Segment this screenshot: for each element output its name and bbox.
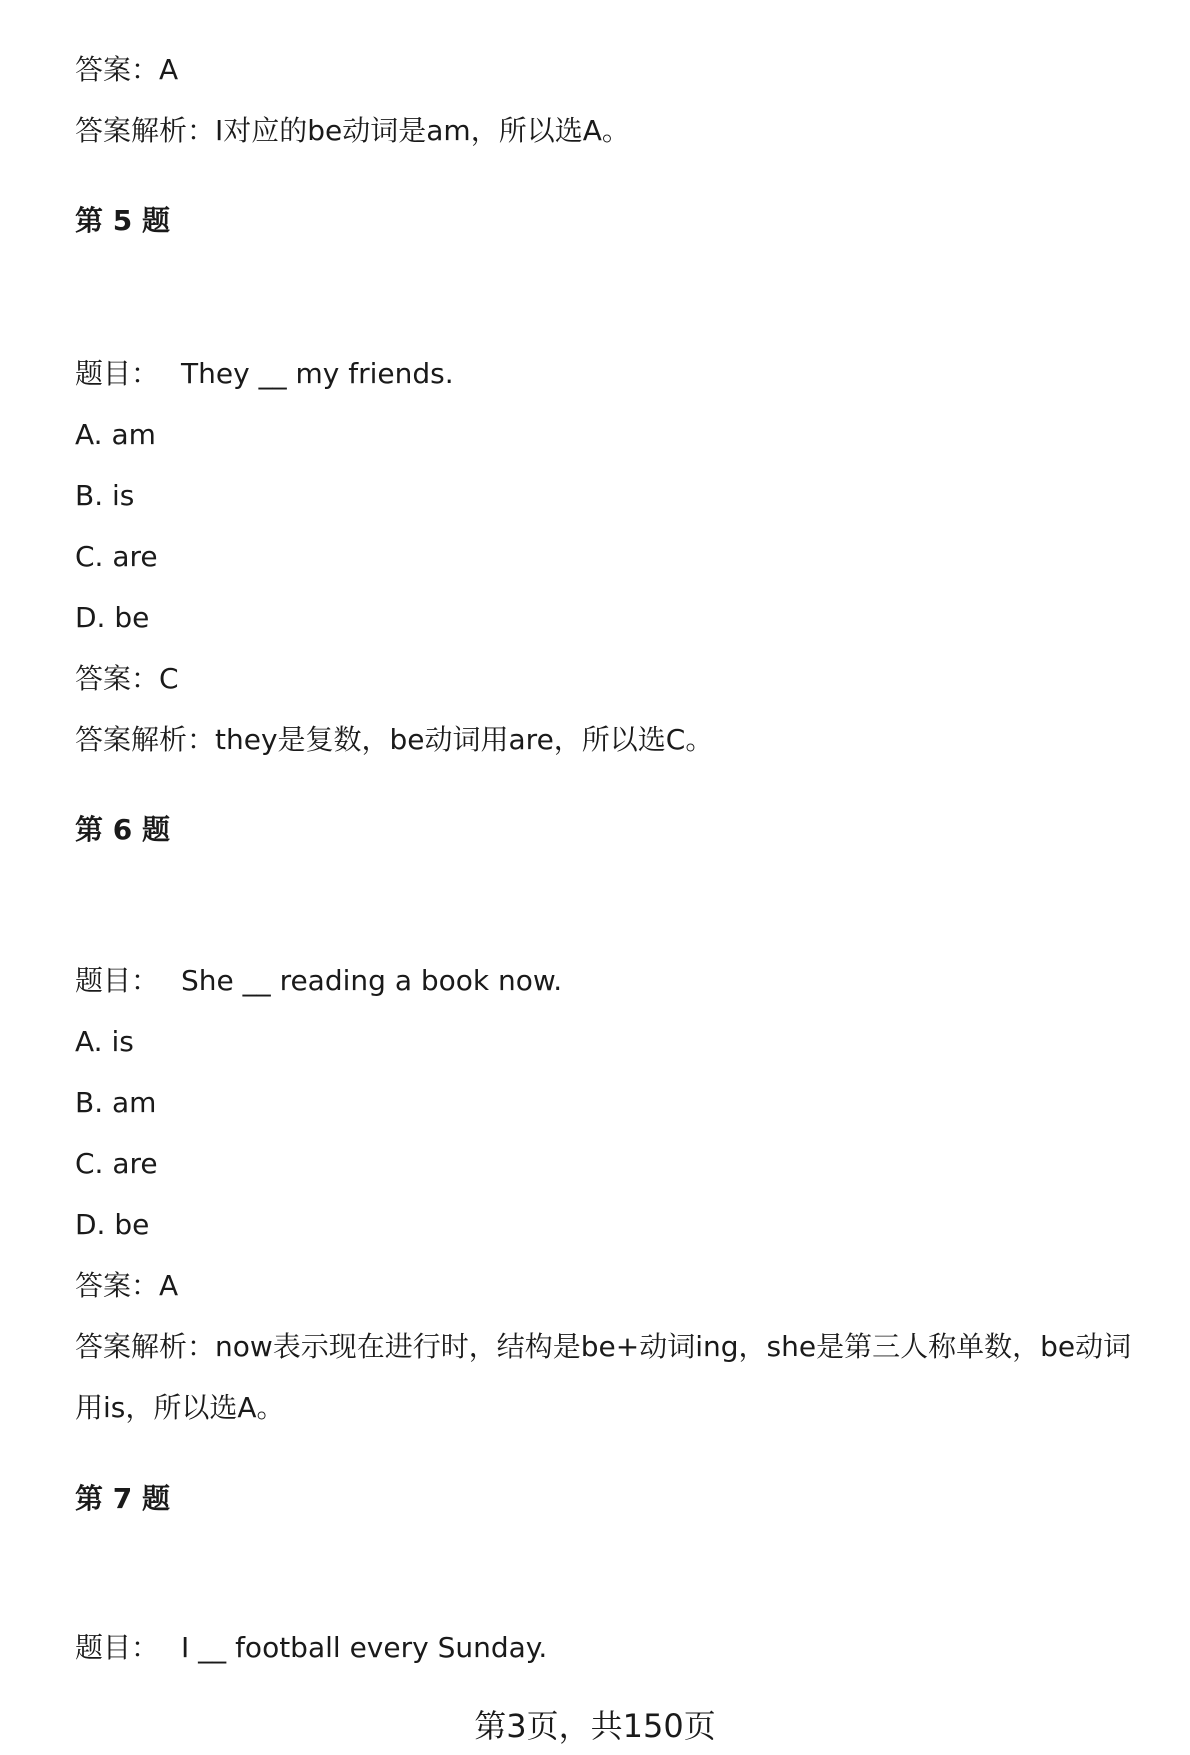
question-stem xyxy=(75,963,562,999)
option-d: D. be xyxy=(75,1208,150,1241)
option-c: C. are xyxy=(75,1147,158,1180)
explanation-line: 答案解析：I对应的be动词是am，所以选A。 xyxy=(75,114,630,147)
stem-label: 题目： xyxy=(75,1631,160,1664)
question-stem xyxy=(75,356,454,392)
option-b: B. am xyxy=(75,1086,157,1119)
stem-label: 题目： xyxy=(75,357,160,390)
question-heading: 第 6 题 xyxy=(75,813,170,846)
stem-text: She __ reading a book now. xyxy=(181,964,563,997)
option-a: A. is xyxy=(75,1025,134,1058)
stem-label: 题目： xyxy=(75,964,160,997)
explanation-paragraph: 答案解析：now表示现在进行时，结构是be+动词ing，she是第三人称单数，be动词用is，所以选A。 xyxy=(75,1330,1132,1424)
option-b: B. is xyxy=(75,479,135,512)
stem-text: I __ football every Sunday. xyxy=(181,1631,548,1664)
question-heading: 第 7 题 xyxy=(75,1482,170,1515)
question-heading: 第 5 题 xyxy=(75,204,170,237)
option-d: D. be xyxy=(75,601,150,634)
option-a: A. am xyxy=(75,418,156,451)
page-indicator: 第3页，共150页 xyxy=(474,1707,716,1745)
answer-line: 答案：A xyxy=(75,53,179,86)
question-stem xyxy=(75,1630,547,1666)
explanation-line: 答案解析：they是复数，be动词用are，所以选C。 xyxy=(75,723,714,756)
answer-line: 答案：C xyxy=(75,662,179,695)
answer-line: 答案：A xyxy=(75,1269,179,1302)
option-c: C. are xyxy=(75,540,158,573)
stem-text: They __ my friends. xyxy=(181,357,454,390)
